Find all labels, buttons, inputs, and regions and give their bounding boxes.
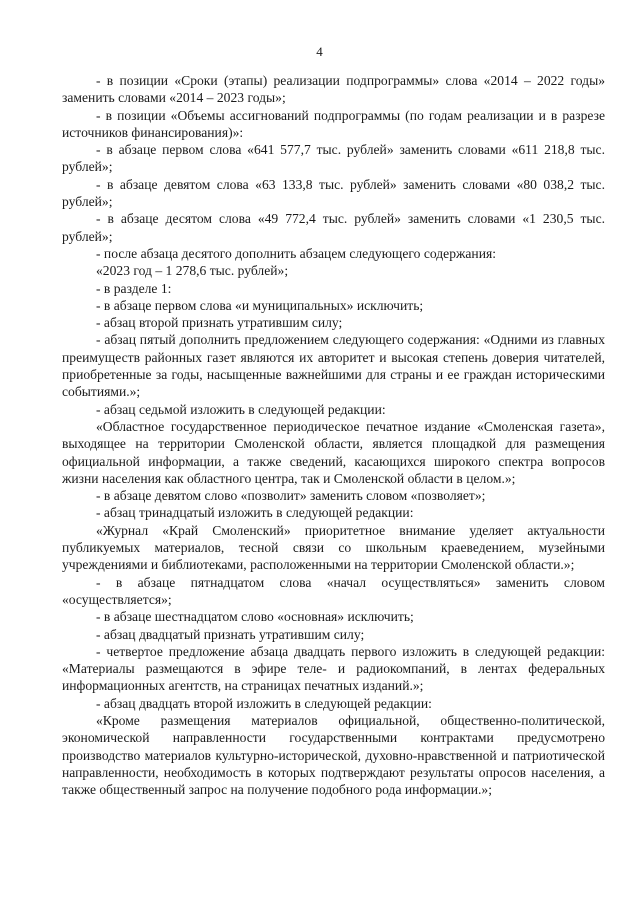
paragraph: - абзац двадцатый признать утратившим силу; (96, 626, 365, 642)
paragraph: - в абзаце первом слова «641 577,7 тыс. рублей» заменить словами «611 218,8 тыс. рублей»; (62, 142, 605, 175)
paragraph: - в абзаце десятом слова «49 772,4 тыс. рублей» заменить словами «1 230,5 тыс. рублей»; (62, 211, 605, 244)
document-body (62, 72, 605, 798)
paragraph: - в абзаце первом слова «и муниципальных» исключить; (96, 297, 424, 313)
paragraph: - в абзаце пятнадцатом слова «начал осуществляться» заменить словом «осуществляется»; (62, 574, 605, 607)
paragraph: - в абзаце девятом слово «позволит» заменить словом «позволяет»; (96, 488, 486, 504)
paragraph: - абзац второй признать утратившим силу; (96, 315, 343, 331)
paragraph: - в абзаце девятом слова «63 133,8 тыс. рублей» заменить словами «80 038,2 тыс. рублей»; (62, 176, 605, 210)
paragraph: - в абзаце шестнадцатом слово «основная» исключить; (96, 609, 414, 625)
paragraph: «Областное государственное периодическое печатное издание «Смоленская газета», выходящее на территории Смоленской области, является площадкой для размещения официальной информации, а также сведений, касающихся широкого спектра вопросов жизни населения как областного центра, так и Смоленской области в целом.»; (62, 418, 605, 486)
paragraph: - абзац двадцать второй изложить в следующей редакции: (96, 695, 432, 711)
paragraph: «Кроме размещения материалов официальной, общественно-политической, экономической направленности государственными контрактами предусмотрено производство материалов культурно-исторической, духовно-нравственной и патриотической направленности, необходимость в которых подтверждают результаты опросов населения, а также общественный запрос на получение подобного рода информации.»; (62, 712, 605, 798)
paragraph: - в разделе 1: (96, 280, 172, 296)
paragraph: «Журнал «Край Смоленский» приоритетное внимание уделяет актуальности публикуемых материалов, тесной связи со школьным краеведением, музейными учреждениями и библиотеками, расположенными на территории Смоленской области.»; (62, 522, 605, 573)
paragraph: «2023 год – 1 278,6 тыс. рублей»; (96, 263, 289, 279)
paragraph: - абзац пятый дополнить предложением следующего содержания: «Одними из главных преимуществ районных газет являются их авторитет и высокая степень доверия читателей, приобретенные за годы, насыщенные важнейшими для страны и ее граждан историческими событиями.»; (62, 332, 605, 400)
paragraph: - после абзаца десятого дополнить абзацем следующего содержания: (96, 245, 497, 261)
page-number: 4 (316, 44, 323, 59)
paragraph: - абзац тринадцатый изложить в следующей редакции: (96, 505, 414, 521)
paragraph: - в позиции «Сроки (этапы) реализации подпрограммы» слова «2014 – 2022 годы» заменить словами «2014 – 2023 годы»; (62, 73, 605, 106)
paragraph: - четвертое предложение абзаца двадцать первого изложить в следующей редакции: «Материалы размещаются в эфире теле- и радиокомпаний, в лентах федеральных информационных агентств, на страницах печатных изданий.»; (62, 643, 605, 694)
paragraph: - абзац седьмой изложить в следующей редакции: (96, 401, 386, 417)
paragraph: - в позиции «Объемы ассигнований подпрограммы (по годам реализации и в разрезе источников финансирования)»: (62, 107, 605, 140)
